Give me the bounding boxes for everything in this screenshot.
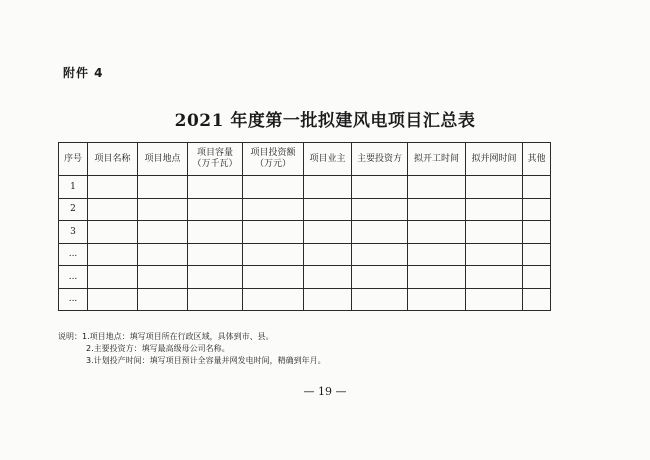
table-cell <box>138 221 188 244</box>
table-cell <box>88 198 138 221</box>
table-cell <box>304 243 352 266</box>
table-cell <box>138 198 188 221</box>
note-line: 3.计划投产时间：填写项目预计全容量并网发电时间，精确到年月。 <box>86 356 326 365</box>
note-line: 2.主要投资方：填写最高级母公司名称。 <box>86 344 230 353</box>
table-cell <box>88 176 138 199</box>
table-cell <box>523 221 551 244</box>
table-cell <box>304 266 352 289</box>
table-cell <box>466 266 523 289</box>
table-cell <box>408 221 466 244</box>
table-cell <box>88 288 138 311</box>
table-cell <box>88 221 138 244</box>
table-cell <box>138 243 188 266</box>
header-other: 其他 <box>523 143 551 176</box>
page-title: 2021 年度第一批拟建风电项目汇总表 <box>174 111 476 131</box>
table-cell <box>523 176 551 199</box>
table-cell <box>188 198 243 221</box>
row-seq: ... <box>59 266 88 289</box>
header-project-owner: 项目业主 <box>304 143 352 176</box>
table-cell <box>523 266 551 289</box>
table-cell <box>408 198 466 221</box>
table-cell <box>466 243 523 266</box>
notes-section <box>58 331 326 367</box>
table-cell <box>304 221 352 244</box>
note-line: 说明：1.项目地点：填写项目所在行政区域，具体到市、县。 <box>58 332 274 341</box>
table-cell <box>523 288 551 311</box>
table-cell <box>243 198 304 221</box>
table-cell <box>352 243 408 266</box>
row-seq: 3 <box>59 221 88 244</box>
header-project-capacity: 项目容量 （万千瓦） <box>188 143 243 176</box>
table-cell <box>138 288 188 311</box>
summary-table <box>58 142 551 311</box>
table-cell <box>243 288 304 311</box>
table-cell <box>466 176 523 199</box>
table-cell <box>523 243 551 266</box>
table-cell <box>304 176 352 199</box>
table-row <box>59 266 551 289</box>
table-cell <box>304 288 352 311</box>
header-planned-grid: 拟并网时间 <box>466 143 523 176</box>
table-cell <box>352 288 408 311</box>
table-cell <box>352 176 408 199</box>
header-main-investor: 主要投资方 <box>352 143 408 176</box>
table-cell <box>88 266 138 289</box>
table-row <box>59 221 551 244</box>
table-cell <box>243 243 304 266</box>
header-project-name: 项目名称 <box>88 143 138 176</box>
header-project-investment: 项目投资额 （万元） <box>243 143 304 176</box>
table-cell <box>466 221 523 244</box>
table-cell <box>408 288 466 311</box>
table-cell <box>243 176 304 199</box>
table-cell <box>466 198 523 221</box>
header-planned-start: 拟开工时间 <box>408 143 466 176</box>
table-cell <box>523 198 551 221</box>
table-cell <box>304 198 352 221</box>
table-row <box>59 176 551 199</box>
row-seq: 1 <box>59 176 88 199</box>
table-cell <box>188 221 243 244</box>
table-row <box>59 243 551 266</box>
attachment-label: 附件 4 <box>63 66 104 80</box>
table-cell <box>352 266 408 289</box>
table-cell <box>188 243 243 266</box>
table-cell <box>243 266 304 289</box>
row-seq: ... <box>59 288 88 311</box>
page-number: — 19 — <box>303 385 347 398</box>
header-project-location: 项目地点 <box>138 143 188 176</box>
table-cell <box>138 176 188 199</box>
row-seq: ... <box>59 243 88 266</box>
table-cell <box>88 243 138 266</box>
header-seq: 序号 <box>59 143 88 176</box>
table-cell <box>188 288 243 311</box>
table-cell <box>408 243 466 266</box>
table-cell <box>188 176 243 199</box>
table-cell <box>243 221 304 244</box>
table-cell <box>138 266 188 289</box>
table-row <box>59 288 551 311</box>
table-cell <box>188 266 243 289</box>
table-cell <box>352 221 408 244</box>
table-header-row <box>59 143 551 176</box>
table-cell <box>408 176 466 199</box>
row-seq: 2 <box>59 198 88 221</box>
table-cell <box>466 288 523 311</box>
table-cell <box>408 266 466 289</box>
table-row <box>59 198 551 221</box>
table-cell <box>352 198 408 221</box>
